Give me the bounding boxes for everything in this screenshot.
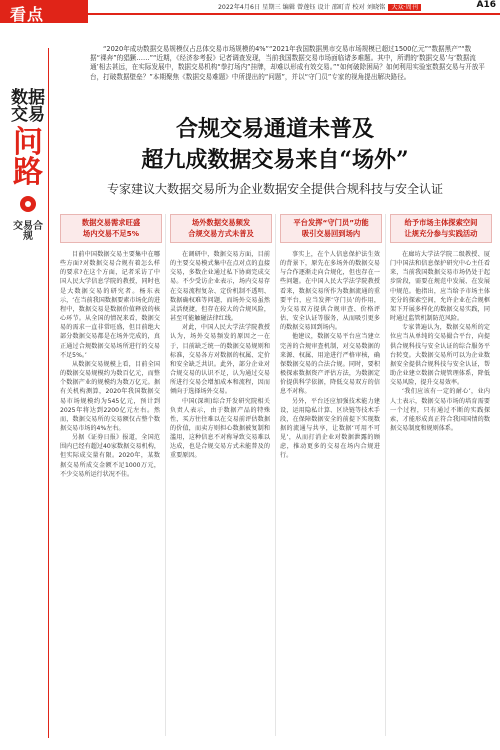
section-title-box <box>280 214 382 243</box>
article-column <box>390 250 490 433</box>
section-title-line2: 吸引交易回到场内 <box>301 229 361 238</box>
section-label: 看点 <box>10 5 45 24</box>
header-rule <box>88 13 500 15</box>
lead-paragraph: “2020年成功数据交易规模仅占总体交易市场规模的4%”“2021年我国数据黑市交易市场规模已超过1500亿元”“数据黑产”“数据“裸奔”的猖獗……”“近期，《经济参考报》记者调查发现，当前我国数据交易市场面临诸多难题。其中，所谓的‘数据交易’与‘数据流通’相去甚远，在实际发展中，数据交易机构“拳打场内”挂牌，却难以形成有效交易。”“如何破除困局？如何利用实验室数据交易与开放平台，打破数据壁垒？”本期聚焦《数据交易难题》中所提出的“问题”，并以“守门员”专家的视角提出解决路径。 <box>90 45 485 81</box>
subheadline: 专家建议大数据交易所为企业数据安全提供合规科技与安全认证 <box>106 182 443 196</box>
paragraph: 另据《证券日报》报道，全国范围内已经有超过40家数据交易机构，但实际成交量有限。2020年，某数据交易所成交金额不足1000万元，不少交易所运行状况不佳。 <box>60 434 160 478</box>
article-column <box>280 250 380 461</box>
article-column <box>60 250 160 479</box>
paragraph: 专家普遍认为，数据交易所的定位应当从单纯的交易撮合平台，向提供合规科技与安全认证的综合服务平台转变。大数据交易所可以为企业数据安全提供合规科技与安全认证，帮助企业建立数据合规管理体系，降低交易风险，提升交易效率。 <box>390 324 490 387</box>
paragraph: 从数据交易规模上看，目前全国的数据交易规模约为数百亿元，而整个数据产业的规模约为数万亿元。据有关机构测算，2020年我国数据交易市场规模约为545亿元，预计到2025年将达到2200亿元左右。然而，数据交易所的交易额仅占整个数据交易市场的4%左右。 <box>60 360 160 432</box>
section-title-box <box>60 214 162 243</box>
section-title-line1: 平台发挥“守门员”功能 <box>293 218 369 227</box>
column-divider <box>275 214 276 736</box>
header-info <box>218 2 421 11</box>
circle-icon <box>18 194 38 214</box>
section-title-line1: 给予市场主体探索空间 <box>404 218 478 227</box>
section-title-line2: 让规充分参与实践活动 <box>404 229 478 238</box>
headline-line1: 合规交易通道未普及 <box>175 116 374 142</box>
paragraph: 另外，平台还应加强技术能力建设，运用隐私计算、区块链等技术手段，在保障数据安全的前提下实现数据的流通与共享，让数据‘可用不可见’，从而打消企业对数据泄露的顾虑，推动更多的交易在场内合规进行。 <box>280 397 380 460</box>
section-title-line2: 合规交易方式未普及 <box>188 229 254 238</box>
left-divider <box>48 48 49 738</box>
column-label <box>10 90 46 242</box>
column-divider <box>385 214 386 736</box>
paragraph: 事实上，在个人信息保护法生效的背景下，原先在多场外的数据交易与合作逐渐走向合规化，但也存在一些问题。在中国人民大学法学院教授看来，数据交易所作为数据流通的重要平台，应当发挥‘守门员’的作用，为交易双方提供合规审查、价格评估、安全认证等服务，从而吸引更多的数据交易回到场内。 <box>280 251 380 332</box>
issue-info: 2022年4月6日 星期三 编辑 曾莲钰 设计 邵町青 校对 刘晓铭 <box>218 4 386 11</box>
paragraph: 他建议，数据交易平台应当建立完善的合规审查机制，对交易数据的来源、权属、用途进行严格审核，确保数据交易的合法合规。同时，要积极探索数据资产评估方法，为数据定价提供科学依据，降低交易双方的信息不对称。 <box>280 333 380 396</box>
paragraph: 目前中国数据交易主要集中在哪些方面?对数据交易合规有着怎么样的要求?在这个方面，记者采访了中国人民大学信息学院的教授，同时也是大数据交易的研究者。杨东表示，‘在当前我国数据要素市场化的进程中，数据交易是数据价值释放的核心环节。从全国的情况来看，数据交易的需求一直非常旺盛，但目前绝大部分数据交易都是在场外完成的，真正通过合规数据交易场所进行的交易不足5%。’ <box>60 251 160 359</box>
column-divider <box>165 214 166 736</box>
column-label-top: 数据交易 <box>11 88 45 125</box>
paragraph: ‘我们应该有一定的耐心’，业内人士表示，数据交易市场的培育需要一个过程，只有通过不断的实践探索，才能形成真正符合我国国情的数据交易制度和规则体系。 <box>390 388 490 432</box>
edition-tag: 大众·周刊 <box>388 4 421 11</box>
column-label-bottom: 交易合规 <box>13 221 43 242</box>
section-title-box <box>390 214 492 243</box>
paragraph: 对此，中国人民大学法学院教授认为，场外交易频发的原因之一在于，目前缺乏统一的数据交易规则和标准，交易各方对数据的权属、定价和安全缺乏共识。此外，部分企业对合规交易的认识不足，认为通过交易所进行交易会增加成本和流程，因而倾向于选择场外交易。 <box>170 324 270 396</box>
section-title-box <box>170 214 272 243</box>
paragraph: 在调研中，数据交易方面，目前的主要交易模式集中在点对点的直接交易，多数企业通过私下协商完成交易。不少受访企业表示，场内交易存在交易流程复杂、定价机制不透明、数据确权难等问题，而场外交易虽然灵活便捷，但存在较大的合规风险，甚至可能触碰法律红线。 <box>170 251 270 323</box>
column-label-big: 问路 <box>13 125 43 190</box>
section-title-line1: 数据交易需求旺盛 <box>81 218 141 227</box>
paragraph: 中国(深圳)综合开发研究院相关负责人表示，由于数据产品的特殊性，买方往往难以在交易前评估数据的价值，而卖方则担心数据被复制和滥用，这种信息不对称导致交易难以达成，也是合规交易方式未能普及的重要原因。 <box>170 397 270 460</box>
headline-line2: 超九成数据交易来自“场外” <box>141 147 409 173</box>
article-column <box>170 250 270 461</box>
paragraph: 在廊坊大学法学院二级教授、厦门中国法和信息保护研究中心主任看来，当前我国数据交易市场仍处于起步阶段，需要在规范中发展、在发展中规范。他指出，应当给予市场主体充分的探索空间，允许企业在合规框架下开展多样化的数据交易实践，同时通过监管机制防范风险。 <box>390 251 490 323</box>
section-title-line1: 场外数据交易频发 <box>191 218 251 227</box>
section-banner <box>0 0 88 23</box>
page-number: A16 <box>476 0 496 10</box>
section-title-line2: 场内交易不足5% <box>82 229 140 238</box>
